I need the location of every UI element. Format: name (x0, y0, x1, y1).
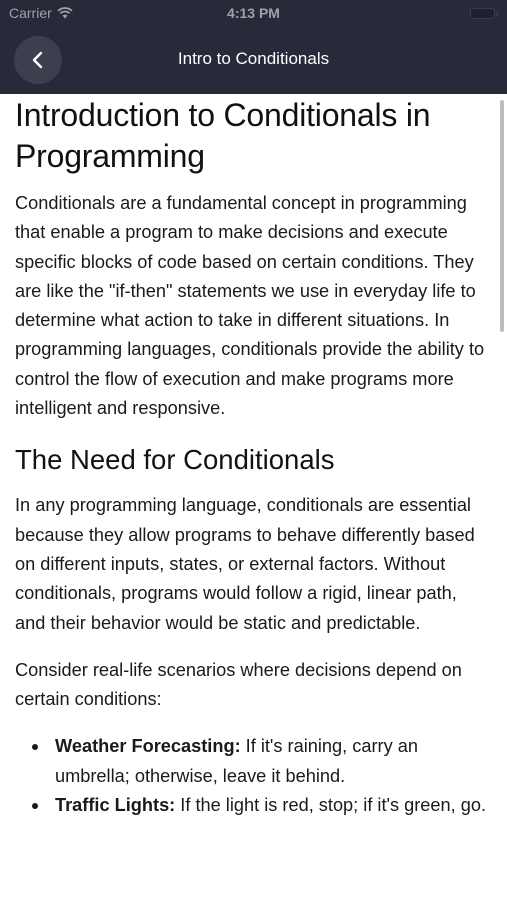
navigation-header (0, 0, 507, 94)
need-paragraph: In any programming language, conditionals are essential because they allow programs to behave differently based on different inputs, states, or external factors. Without conditionals, programs would follow a rigid, linear path, and their behavior would be static and predictable. (15, 495, 475, 633)
nav-title: Intro to Conditionals (177, 49, 330, 68)
list-item-label: Traffic Lights: (55, 795, 176, 816)
list-item-text: If the light is red, stop; if it's green, go. (175, 795, 487, 816)
section-heading: The Need for Conditionals (15, 444, 335, 476)
bullet-icon (32, 744, 38, 750)
bullet-icon (32, 803, 38, 809)
battery-icon (470, 8, 495, 19)
scenarios-intro: Consider real-life scenarios where decisions depend on certain conditions: (15, 659, 462, 710)
list-item-label: Weather Forecasting: (55, 736, 241, 757)
scrollbar[interactable] (500, 100, 504, 332)
scenario-list (15, 732, 489, 820)
status-bar (0, 0, 507, 28)
status-time: 4:13 PM (227, 5, 280, 21)
intro-paragraph: Conditionals are a fundamental concept in programming that enable a program to make decisions and execute specific blocks of code based on certain conditions. They are like the "if-then" statements we use in everyday life to determine what action to take in different situations. In programming languages, conditionals provide the ability to control the flow of execution and make programs more intelligent and responsive. (15, 193, 485, 419)
list-item (15, 791, 489, 820)
article-heading: Introduction to Conditionals in Programming (15, 97, 431, 174)
list-item-text: If it's raining, carry an umbrella; otherwise, leave it behind. (55, 736, 418, 786)
article-content[interactable] (0, 94, 507, 900)
list-item (15, 732, 489, 791)
carrier-label: Carrier (9, 5, 52, 21)
